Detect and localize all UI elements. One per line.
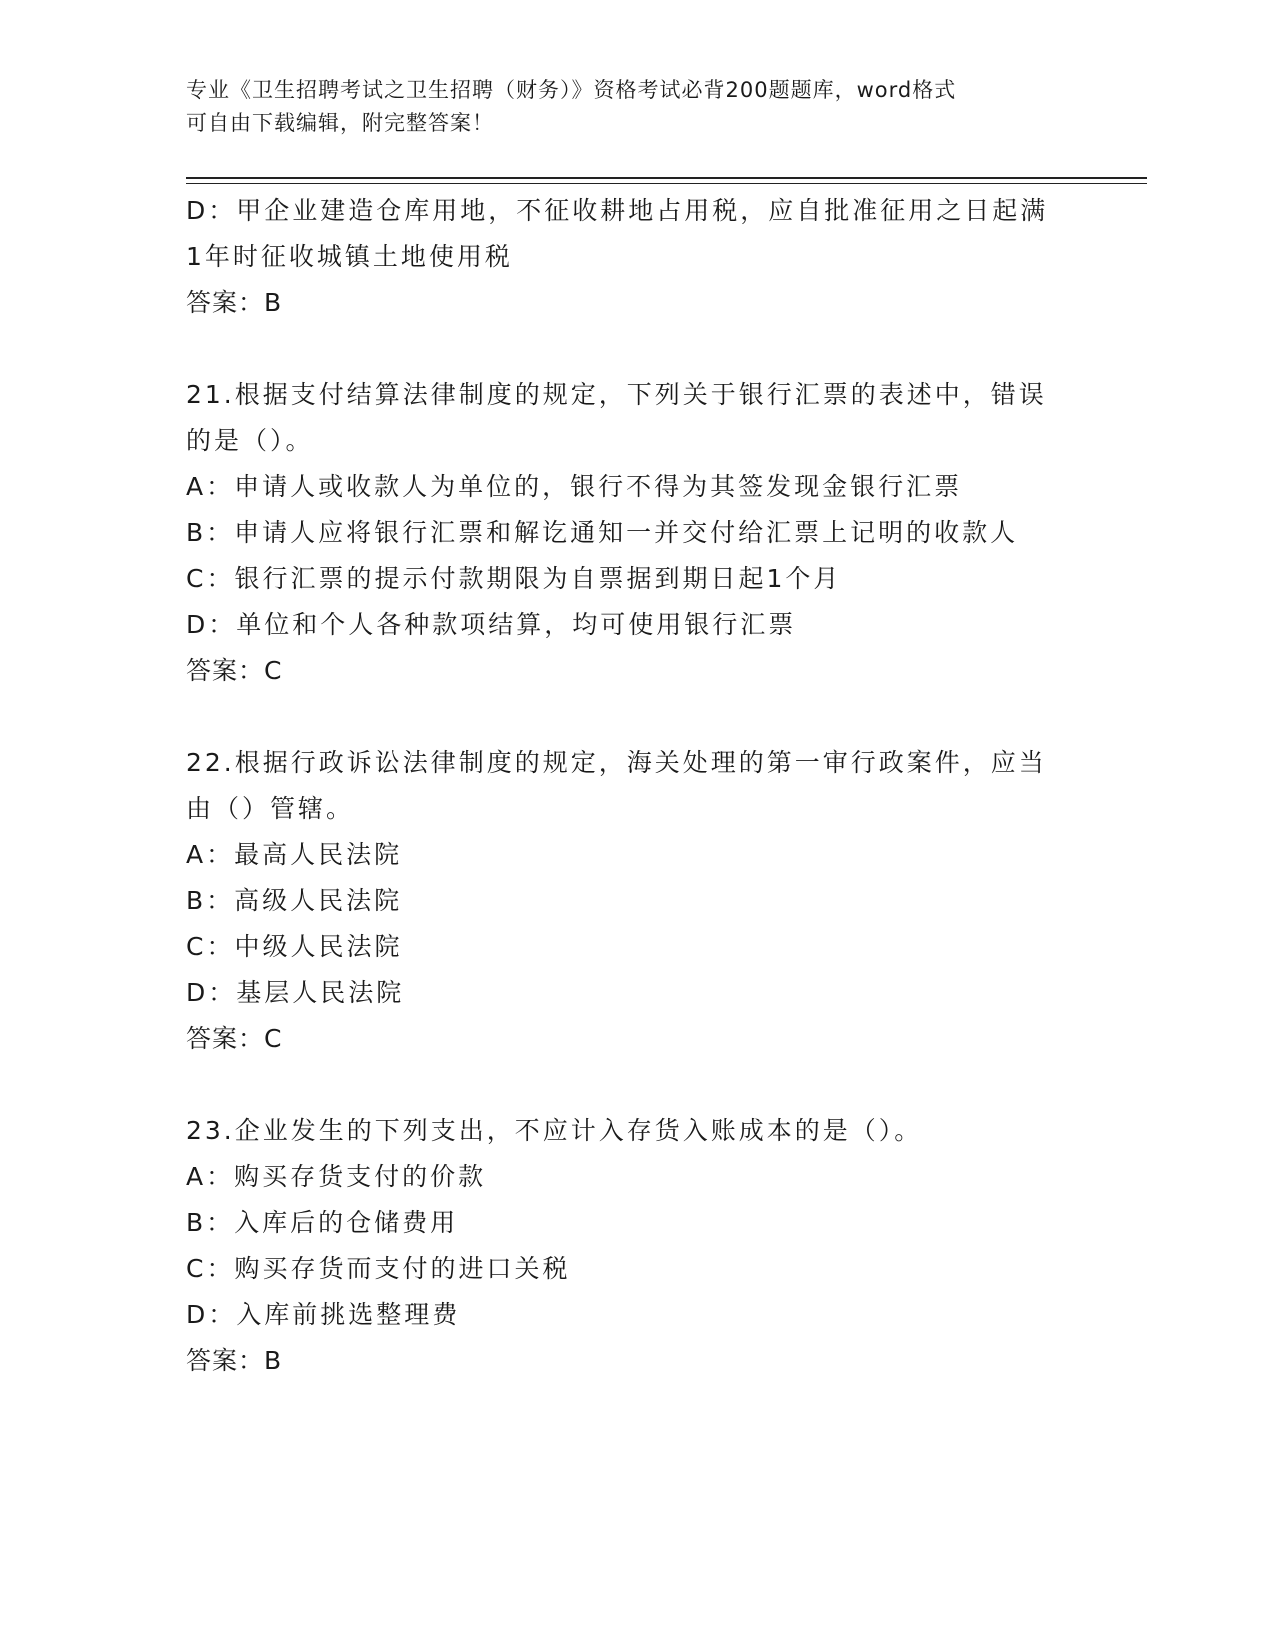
question-stem-line-2: 的是（）。 [186, 426, 314, 455]
option-a: A：购买存货支付的价款 [186, 1162, 487, 1191]
question-23 [186, 1108, 1086, 1384]
header-line-1: 专业《卫生招聘考试之卫生招聘（财务）》资格考试必背200题题库，word格式 [186, 78, 957, 102]
answer-line: 答案：B [186, 1346, 283, 1375]
option-c: C：银行汇票的提示付款期限为自票据到期日起1个月 [186, 564, 842, 593]
option-b: B：申请人应将银行汇票和解讫通知一并交付给汇票上记明的收款人 [186, 518, 1019, 547]
option-a: A：最高人民法院 [186, 840, 403, 869]
option-d: D：入库前挑选整理费 [186, 1300, 461, 1329]
header-divider-thick [186, 177, 1147, 179]
header-divider-thin [186, 183, 1147, 184]
option-a: A：申请人或收款人为单位的，银行不得为其签发现金银行汇票 [186, 472, 963, 501]
option-d-line-1: D：甲企业建造仓库用地，不征收耕地占用税，应自批准征用之日起满 [186, 196, 1049, 225]
option-c: C：中级人民法院 [186, 932, 403, 961]
option-b: B：入库后的仓储费用 [186, 1208, 459, 1237]
answer-line: 答案：B [186, 288, 283, 317]
answer-line: 答案：C [186, 656, 283, 685]
option-d-line-2: 1年时征收城镇土地使用税 [186, 242, 513, 271]
document-body [186, 188, 1086, 1384]
option-d: D：基层人民法院 [186, 978, 405, 1007]
option-c: C：购买存货而支付的进口关税 [186, 1254, 571, 1283]
option-b: B：高级人民法院 [186, 886, 403, 915]
answer-line: 答案：C [186, 1024, 283, 1053]
header-line-2: 可自由下载编辑，附完整答案！ [186, 111, 494, 135]
question-stem-line-1: 22.根据行政诉讼法律制度的规定，海关处理的第一审行政案件，应当 [186, 748, 1047, 777]
question-21 [186, 372, 1086, 694]
question-22 [186, 740, 1086, 1062]
question-stem-line-1: 23.企业发生的下列支出，不应计入存货入账成本的是（）。 [186, 1116, 923, 1145]
document-header [186, 74, 1086, 140]
question-stem-line-1: 21.根据支付结算法律制度的规定，下列关于银行汇票的表述中，错误 [186, 380, 1047, 409]
option-d: D：单位和个人各种款项结算，均可使用银行汇票 [186, 610, 797, 639]
question-stem-line-2: 由（）管辖。 [186, 794, 355, 823]
previous-question-tail [186, 188, 1086, 326]
